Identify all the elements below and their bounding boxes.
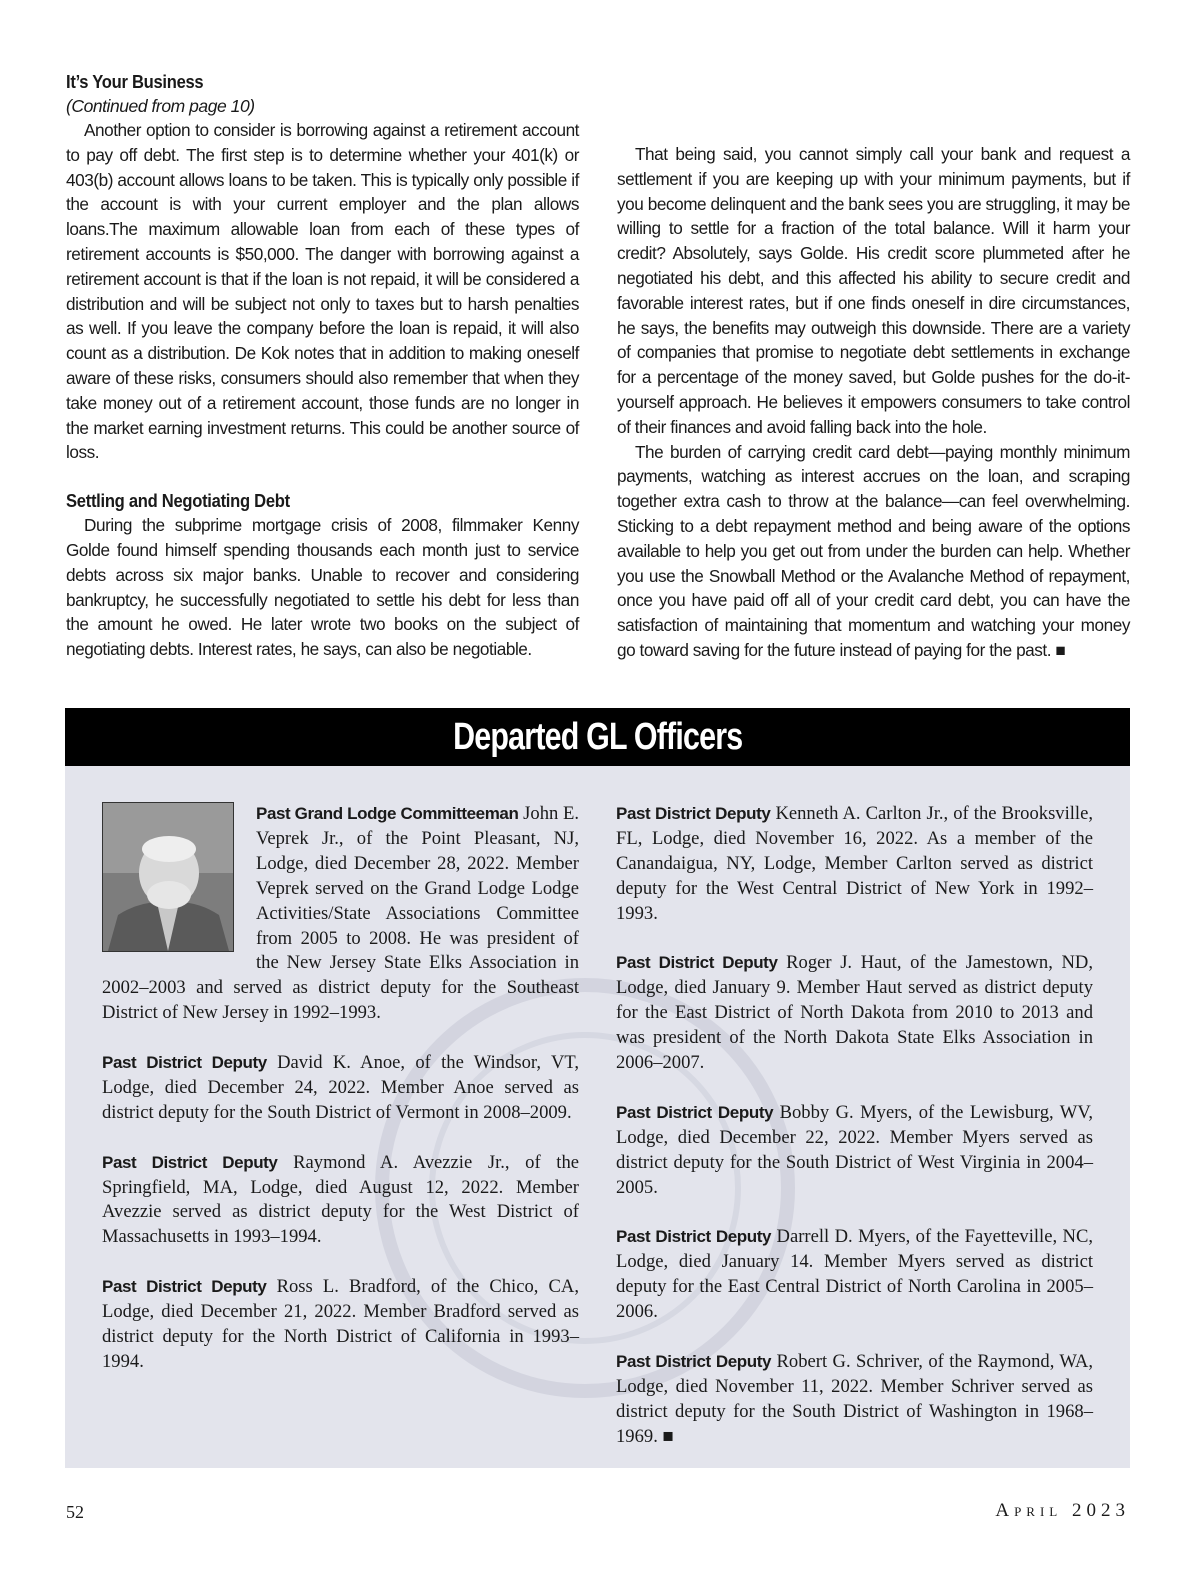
departed-right-column [616, 802, 1093, 1474]
article-right-column [617, 94, 1130, 663]
article-left-column [66, 94, 579, 663]
article-paragraph: During the subprime mortgage crisis of 2008, filmmaker Kenny Golde found himself spending thousands each month just to service debts across six major banks. Unable to recover and considering bankruptcy, he successfully negotiated to settle his debt for less than the amount he owed. He later wrote two books on the subject of negotiating debts. Interest rates, he says, can also be negotiable. [66, 515, 579, 660]
obituary-text: Ross L. Bradford, of the Chico, CA, Lodge, died December 21, 2022. Member Bradford served as district deputy for the North District of California in 1993–1994. [102, 1276, 579, 1372]
obituary-entry [616, 1350, 1093, 1450]
obituary-entry [616, 802, 1093, 927]
issue-date: April 2023 [995, 1500, 1130, 1521]
departed-officers-box [65, 708, 1130, 1468]
obituary-entry [102, 1275, 579, 1375]
officer-rank: Past District Deputy [616, 804, 771, 823]
article-subhead: Settling and Negotiating Debt [66, 491, 290, 512]
obituary-text: John E. Veprek Jr., of the Point Pleasant, NJ, Lodge, died December 28, 2022. Member Veprek served on the Grand Lodge Lodge Activities/State Associations Committee from 2005 to 2008. He was president of the New Jersey State Elks Association in 2002–2003 and served as district deputy for the Southeast District of New Jersey in 1992–1993. [102, 803, 579, 1024]
obituary-text: Darrell D. Myers, of the Fayetteville, NC, Lodge, died January 14. Member Myers served as district deputy for the East Central District of North Carolina in 2005–2006. [616, 1226, 1094, 1323]
departed-left-column [102, 802, 579, 1474]
page-number: 52 [66, 1502, 84, 1522]
obituary-entry [102, 1151, 579, 1251]
officer-rank: Past District Deputy [616, 1102, 774, 1122]
article-columns [66, 94, 1130, 663]
obituary-text: Roger J. Haut, of the Jamestown, ND, Lodge, died January 9. Member Haut served as district deputy for the East District of North Dakota from 2010 to 2013 and was president of the North Dakota State Elks Association in 2006–2007. [616, 952, 1093, 1074]
article-paragraph: The burden of carrying credit card debt—paying monthly minimum payments, watching as interest accrues on the loan, and scraping together extra cash to throw at the balance—can feel overwhelming. Sticking to a debt repayment method and being aware of the options available to help you get out from under the burden can help. Whether you use the Snowball Method or the Avalanche Method of repayment, once you have paid off all of your credit card debt, you can have the satisfaction of maintaining that momentum and watching your money go toward saving for the future instead of paying for the past. ■ [617, 441, 1130, 660]
obituary-text: David K. Anoe, of the Windsor, VT, Lodge, died December 24, 2022. Member Anoe served as district deputy for the South District of Vermont in 2008–2009. [102, 1052, 579, 1123]
article-paragraph: Another option to consider is borrowing against a retirement account to pay off debt. The first step is to determine whether your 401(k) or 403(b) account allows loans to be taken. This is typically only possible if the account is with your current employer and the plan allows loans.The maximum allowable loan from each of these types of retirement accounts is $50,000. The danger with borrowing against a retirement account is that if the loan is not repaid, it will be considered a distribution and will be subject not only to taxes but to harsh penalties as well. If you leave the company before the loan is repaid, it will also count as a distribution. De Kok notes that in addition to making oneself aware of these risks, consumers should also remember that when they take money out of a retirement account, those funds are no longer in the market earning investment returns. This could be another source of loss. [66, 120, 579, 463]
obituary-text: Raymond A. Avezzie Jr., of the Springfield, MA, Lodge, died August 12, 2022. Member Avezzie served as district deputy for the West District of Massachusetts in 1993–1994. [102, 1151, 579, 1248]
obituary-entry [616, 1225, 1093, 1325]
obituary-entry [616, 1101, 1093, 1201]
continued-note: (Continued from page 10) [66, 96, 255, 116]
article [66, 70, 1130, 663]
officer-rank: Past District Deputy [102, 1277, 267, 1297]
officer-rank: Past District Deputy [102, 1053, 267, 1073]
officer-rank: Past Grand Lodge Committeeman [256, 804, 519, 823]
obituary-text: Bobby G. Myers, of the Lewisburg, WV, Lodge, died December 22, 2022. Member Myers served as district deputy for the South District of West Virginia in 2004–2005. [616, 1101, 1094, 1198]
departed-banner [65, 708, 1130, 766]
obituary-entry [102, 802, 579, 1026]
obituary-entry [616, 951, 1093, 1076]
officer-rank: Past District Deputy [616, 953, 778, 973]
officer-portrait-photo [102, 802, 234, 952]
officer-rank: Past District Deputy [616, 1227, 772, 1247]
obituary-text: Robert G. Schriver, of the Raymond, WA, Lodge, died November 11, 2022. Member Schriver served as district deputy for the South District of Washington in 1968–1969. ■ [616, 1350, 1093, 1447]
departed-columns [102, 802, 1093, 1474]
officer-rank: Past District Deputy [616, 1351, 772, 1371]
obituary-entry [102, 1051, 579, 1126]
article-kicker: It’s Your Business [66, 72, 204, 92]
officer-rank: Past District Deputy [102, 1152, 278, 1172]
departed-title: Departed GL Officers [452, 716, 743, 758]
obituary-text: Kenneth A. Carlton Jr., of the Brooksville, FL, Lodge, died November 16, 2022. As a member of the Canandaigua, NY, Lodge, Member Carlton served as district deputy for the West Central District of New York in 1992–1993. [616, 803, 1094, 924]
article-paragraph: That being said, you cannot simply call your bank and request a settlement if you are keeping up with your minimum payments, but if you become delinquent and the bank sees you are struggling, it may be willing to settle for a fraction of the total balance. Will it harm your credit? Absolutely, says Golde. His credit score plummeted after he negotiated his debt, and this affected his ability to secure credit and favorable interest rates, but if one finds oneself in dire circumstances, he says, the benefits may outweigh this downside. There are a variety of companies that promise to negotiate debt settlements in exchange for a percentage of the money saved, but Golde pushes for the do-it-yourself approach. He believes it empowers consumers to take control of their finances and avoid falling back into the hole. [617, 144, 1130, 437]
